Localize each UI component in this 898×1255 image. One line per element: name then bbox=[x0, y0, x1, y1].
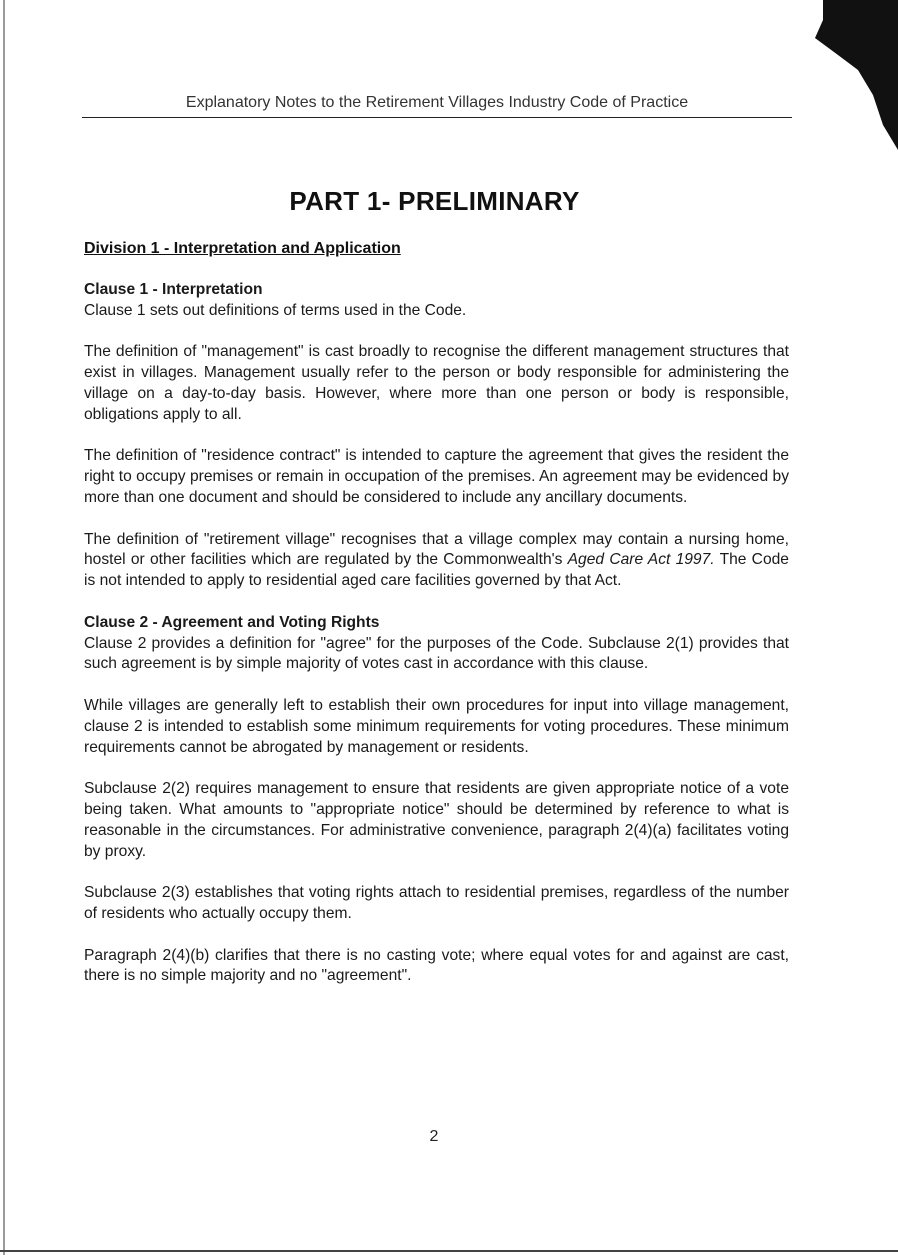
division-heading: Division 1 - Interpretation and Application bbox=[84, 240, 401, 257]
retirement-village-text-a: The definition of "retirement village" recognises that a village complex may contain a nursing home, hostel or other facilities which are regulated by the Commonwealth's bbox=[84, 530, 789, 569]
scan-bottom-edge bbox=[0, 1250, 898, 1252]
paragraph-management: The definition of "management" is cast broadly to recognise the different management structures that exist in villages. Management usually refer to the person or body responsible for administering the village on a day-to-day basis. However, where more than one person or body is responsible, obligations apply to all. bbox=[84, 343, 789, 423]
clause-2-heading: Clause 2 - Agreement and Voting Rights bbox=[84, 613, 380, 631]
page-number: 2 bbox=[429, 1128, 439, 1145]
scan-left-edge bbox=[3, 0, 5, 1255]
paragraph-2-4-b: Paragraph 2(4)(b) clarifies that there is no casting vote; where equal votes for and against are cast, there is no simple majority and no "agreement". bbox=[84, 946, 789, 985]
document-body bbox=[84, 280, 789, 1008]
paragraph-subclause-2-2: Subclause 2(2) requires management to ensure that residents are given appropriate notice of a vote being taken. What amounts to "appropriate notice" should be determined by reference to what is reasonable in the circumstances. For administrative convenience, paragraph 2(4)(a) facilitates voting by proxy. bbox=[84, 780, 789, 860]
part-title: PART 1- PRELIMINARY bbox=[289, 186, 580, 216]
aged-care-act-citation: Aged Care Act 1997. bbox=[567, 551, 715, 569]
clause-1-intro: Clause 1 sets out definitions of terms used in the Code. bbox=[84, 301, 467, 319]
paragraph-retirement-village bbox=[84, 530, 789, 592]
retirement-village-text-b: The Code is not intended to apply to residential aged care facilities governed by that Act. bbox=[84, 551, 789, 590]
scan-corner-shadow bbox=[803, 0, 898, 150]
running-header: Explanatory Notes to the Retirement Villages Industry Code of Practice bbox=[185, 94, 689, 111]
header-rule bbox=[82, 117, 792, 118]
paragraph-village-procedures: While villages are generally left to establish their own procedures for input into village management, clause 2 is intended to establish some minimum requirements for voting procedures. These minimum requirements cannot be abrogated by management or residents. bbox=[84, 696, 789, 756]
clause-2-intro: Clause 2 provides a definition for "agree" for the purposes of the Code. Subclause 2(1) provides that such agreement is by simple majority of votes cast in accordance with this clause. bbox=[84, 634, 789, 673]
paragraph-residence-contract: The definition of "residence contract" is intended to capture the agreement that gives the resident the right to occupy premises or remain in occupation of the premises. An agreement may be evidenced by more than one document and should be considered to include any ancillary documents. bbox=[84, 447, 789, 506]
paragraph-subclause-2-3: Subclause 2(3) establishes that voting rights attach to residential premises, regardless of the number of residents who actually occupy them. bbox=[84, 884, 789, 922]
clause-1-block bbox=[84, 280, 789, 322]
clause-1-heading: Clause 1 - Interpretation bbox=[84, 281, 263, 298]
clause-2-block bbox=[84, 613, 789, 675]
